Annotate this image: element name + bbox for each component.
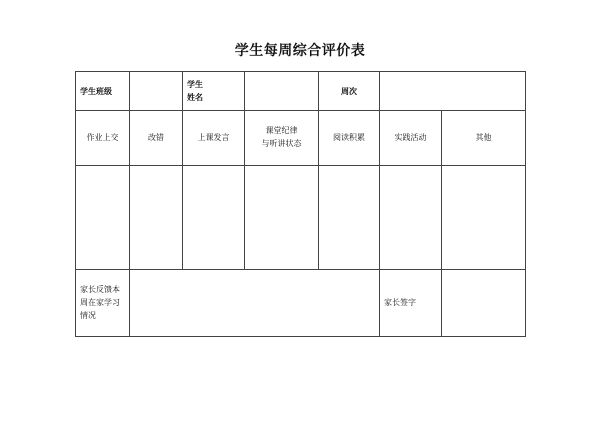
practice-cell[interactable] bbox=[380, 165, 442, 270]
feedback-label bbox=[76, 270, 130, 337]
homework-cell[interactable] bbox=[76, 165, 130, 270]
correction-cell[interactable] bbox=[130, 165, 183, 270]
signature-label: 家长签字 bbox=[380, 270, 442, 337]
reading-cell[interactable] bbox=[319, 165, 380, 270]
speaking-cell[interactable] bbox=[183, 165, 245, 270]
col-discipline-line2: 与听讲状态 bbox=[261, 138, 302, 148]
name-value-cell[interactable] bbox=[245, 72, 319, 111]
name-label-line2: 姓名 bbox=[187, 92, 203, 103]
signature-value-cell[interactable] bbox=[442, 270, 526, 337]
discipline-cell[interactable] bbox=[245, 165, 319, 270]
feedback-label-line3: 情况 bbox=[80, 310, 96, 320]
class-value-cell[interactable] bbox=[130, 72, 183, 111]
col-practice: 实践活动 bbox=[380, 111, 442, 165]
feedback-row bbox=[76, 270, 526, 337]
week-label: 周次 bbox=[319, 72, 380, 111]
name-label-line1: 学生 bbox=[187, 79, 203, 90]
feedback-label-line1: 家长反馈本 bbox=[80, 285, 120, 295]
evaluation-table bbox=[75, 71, 526, 337]
other-cell[interactable] bbox=[442, 165, 526, 270]
col-discipline-line1: 课堂纪律 bbox=[265, 126, 298, 136]
column-header-row bbox=[76, 111, 526, 165]
col-speaking: 上课发言 bbox=[183, 111, 245, 165]
score-row bbox=[76, 165, 526, 270]
feedback-value-cell[interactable] bbox=[130, 270, 380, 337]
col-homework: 作业上交 bbox=[76, 111, 130, 165]
col-other: 其他 bbox=[442, 111, 526, 165]
week-value-cell[interactable] bbox=[380, 72, 526, 111]
feedback-label-line2: 周在家学习 bbox=[80, 297, 120, 307]
header-info-row bbox=[76, 72, 526, 111]
col-reading: 阅读积累 bbox=[319, 111, 380, 165]
col-discipline bbox=[245, 111, 319, 165]
class-label: 学生班级 bbox=[76, 72, 130, 111]
form-title: 学生每周综合评价表 bbox=[234, 43, 366, 59]
col-correction: 改错 bbox=[130, 111, 183, 165]
name-label bbox=[183, 72, 245, 111]
